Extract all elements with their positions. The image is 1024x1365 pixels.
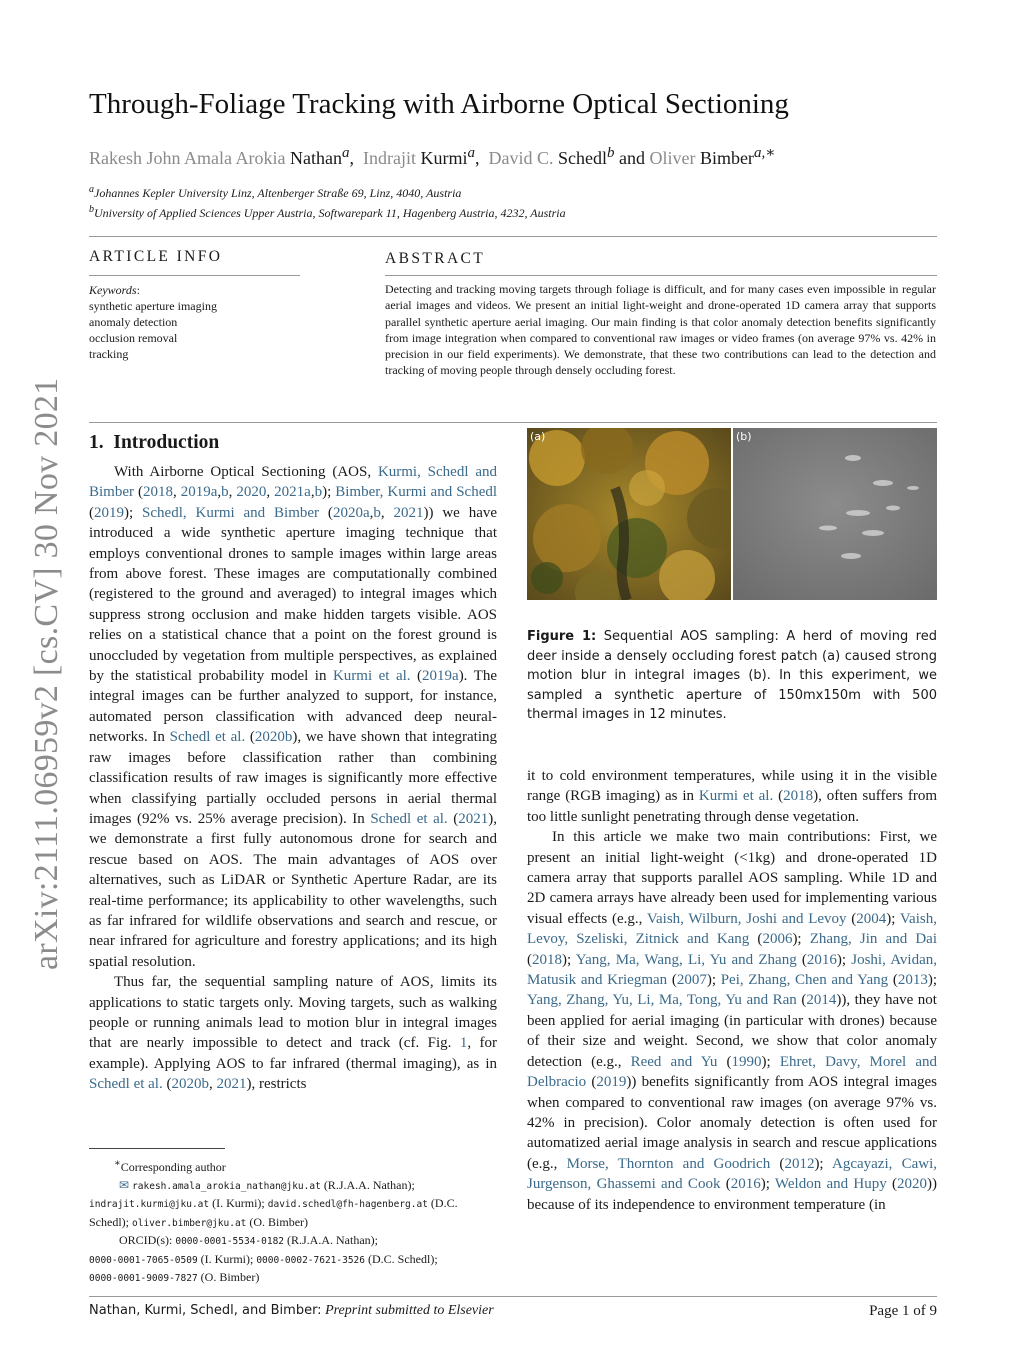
orcid-owner: (I. Kurmi); bbox=[200, 1251, 254, 1266]
footer-authors: Nathan, Kurmi, Schedl, and Bimber: bbox=[89, 1303, 322, 1318]
page-footer bbox=[89, 1303, 937, 1319]
orcid-label: ORCID(s): bbox=[119, 1233, 173, 1247]
author-separator: and bbox=[618, 148, 645, 168]
orcid-id[interactable]: 0000-0002-7621-3526 bbox=[256, 1254, 365, 1266]
paragraph: In this article we make two main contributions: First, we present an initial light-weight (<1kg) and drone-operated 1D camera array that supports parallel AOS sampling. While 1D and 2D camera arrays have already been used for implementing various visual effects (e.g., Vaish, Wilburn, Joshi and Levoy (2004); Vaish, Levoy, Szeliski, Zitnick and Kang (2006); Zhang, Jin and Dai (2018); Yang, Ma, Wang, Li, Yu and Zhang (2016); Joshi, Avidan, Matusik and Kriegman (2007); Pei, Zhang, Chen and Yang (2013); Yang, Zhang, Yu, Li, Ma, Tong, Yu and Ran (2014)), they have not been applied for aerial imaging (in particular with drones) because of their size and weight. Second, we show that color anomaly detection (e.g., Reed and Yu (1990); Ehret, Davy, Morel and Delbracio (2019)) benefits significantly from AOS integral images when compared to conventional raw images (on average 97% vs. 42% in precision). Color anomaly detection is often used for automatized aerial image analysis in search and rescue applications (e.g., Morse, Thornton and Goodrich (2012); Agcayazi, Cawi, Jurgenson, Ghassemi and Cook (2016); Weldon and Hupy (2020)) because of its independence to environment temperature (in bbox=[527, 829, 938, 1213]
thermal-integral-image bbox=[733, 428, 937, 600]
figure-1b-thermal-image bbox=[733, 428, 937, 600]
orcid-owner: (D.C. Schedl); bbox=[368, 1251, 438, 1266]
email-owner: (I. Kurmi); bbox=[212, 1196, 265, 1210]
corresponding-author-label: Corresponding author bbox=[120, 1160, 226, 1174]
author-given: Indrajit bbox=[362, 148, 416, 168]
paragraph: it to cold environment temperatures, while using it in the visible range (RGB imaging) as in Kurmi et al. (2018), often suffers from too little sunlight penetrating through dense vegetation. bbox=[527, 768, 937, 825]
footer-venue: Preprint submitted to Elsevier bbox=[325, 1303, 494, 1318]
email-owner: (D.C. Schedl); bbox=[89, 1196, 458, 1229]
affiliation-sup: a bbox=[89, 184, 94, 195]
email-owner: (R.J.A.A. Nathan); bbox=[323, 1177, 415, 1192]
section-title: Introduction bbox=[113, 432, 220, 453]
page-number: Page 1 of 9 bbox=[869, 1303, 937, 1319]
affiliation-text: Johannes Kepler University Linz, Altenberger Straße 69, Linz, 4040, Austria bbox=[94, 186, 462, 200]
author-family: Kurmi bbox=[420, 148, 468, 168]
figure-caption bbox=[527, 627, 937, 725]
orcid-owner: (O. Bimber) bbox=[200, 1270, 260, 1284]
author-sup: a bbox=[467, 145, 475, 161]
keywords-label: Keywords bbox=[89, 283, 137, 297]
forest-canopy-image bbox=[527, 428, 731, 600]
abstract-text: Detecting and tracking moving targets through foliage is difficult, and for many cases even impossible in regular aerial images and videos. We present an initial light-weight and drone-operated 1D camera array that supports parallel synthetic aperture aerial imaging. Our main finding is that color anomaly detection benefits significantly from image integration when compared to conventional raw images or video frames (on average 97% vs. 42% in precision in our field experiments). We demonstrate, that these two contributions can lead to the detection and tracking of moving people through densely occluding forest. bbox=[385, 282, 936, 378]
author-given: Rakesh John Amala Arokia bbox=[89, 148, 286, 168]
caption-label: Figure 1: bbox=[527, 629, 597, 644]
body-rule bbox=[89, 422, 937, 423]
orcid-owner: (R.J.A.A. Nathan); bbox=[287, 1233, 378, 1247]
paragraph: With Airborne Optical Sectioning (AOS, Kurmi, Schedl and Bimber (2018, 2019a,b, 2020, 2021a,b); Bimber, Kurmi and Schedl (2019); Schedl, Kurmi and Bimber (2020a,b, 2021)) we have introduced a wide synthetic aperture imaging technique that employs conventional drones to sample images within large areas from above forest. These images are computationally combined (registered to the ground and averaged) to integral images which suppress strong occlusion and make hidden targets visible. AOS relies on a statistical chance that a point on the forest ground is unoccluded by vegetation from multiple perspectives, as explained by the statistical probability model in Kurmi et al. (2019a). The integral images can be further analyzed to support, for instance, automated person classification with advanced deep neural-networks. In Schedl et al. (2020b), we have shown that integrating raw images before classification rather than combining classification results of raw images is significantly more effective when classifying partially occluded persons in aerial thermal images (92% vs. 25% average precision). In Schedl et al. (2021), we demonstrate a first fully autonomous drone for search and rescue based on AOS. The main advantages of AOS over alternatives, such as LiDAR or Synthetic Aperture Radar, are its real-time performance; its applicability to other wavelengths, such as far infrared for wildlife observations and search and rescue, or near infrared for agriculture and forestry applications; and its high spatial resolution. bbox=[89, 464, 498, 970]
email-link[interactable]: oliver.bimber@jku.at bbox=[132, 1217, 247, 1229]
affiliation-sup: b bbox=[89, 204, 94, 215]
author-family: Nathan bbox=[289, 148, 342, 168]
figure-label-a: (a) bbox=[530, 430, 546, 443]
intro-left-column bbox=[89, 462, 497, 1095]
orcid-id[interactable]: 0000-0001-5534-0182 bbox=[175, 1236, 285, 1247]
keywords-block: Keywords: synthetic aperture imaging anomaly detection occlusion removal tracking bbox=[89, 283, 217, 361]
author-list bbox=[89, 143, 775, 169]
header-rule bbox=[89, 236, 937, 237]
article-info-heading: ARTICLE INFO bbox=[89, 248, 223, 265]
figure-label-b: (b) bbox=[736, 430, 752, 443]
paragraph: Thus far, the sequential sampling nature of AOS, limits its applications to static targets only. Moving targets, such as walking people or running animals lead to motion blur in integral images that are nearly impossible to detect and track (cf. Fig. 1, for example). Applying AOS to far infrared (thermal imaging), as in Schedl et al. (2020b, 2021), restricts bbox=[89, 974, 497, 1093]
email-owner: (O. Bimber) bbox=[249, 1214, 309, 1229]
footer-rule bbox=[89, 1296, 937, 1297]
author-family: Schedl bbox=[557, 148, 607, 168]
email-link[interactable]: david.schedl@fh-hagenberg.at bbox=[267, 1199, 428, 1210]
email-icon: ✉ bbox=[119, 1177, 130, 1192]
author-family: Bimber bbox=[699, 148, 754, 168]
keyword: synthetic aperture imaging bbox=[89, 299, 217, 313]
section-number: 1. bbox=[89, 432, 104, 453]
section-heading bbox=[89, 432, 219, 454]
keyword: anomaly detection bbox=[89, 315, 178, 329]
affiliation-text: University of Applied Sciences Upper Austria, Softwarepark 11, Hagenberg Austria, 4232, Austria bbox=[94, 206, 566, 220]
intro-right-column bbox=[527, 766, 937, 1215]
affiliation-a bbox=[89, 184, 461, 201]
author-separator: , bbox=[349, 148, 354, 168]
article-info-rule bbox=[89, 275, 300, 276]
email-link[interactable]: indrajit.kurmi@jku.at bbox=[89, 1199, 210, 1210]
footnote-rule bbox=[89, 1148, 225, 1149]
paper-title: Through-Foliage Tracking with Airborne Optical Sectioning bbox=[89, 88, 789, 120]
keyword: tracking bbox=[89, 347, 129, 361]
author-sup: b bbox=[606, 145, 615, 161]
abstract-heading: ABSTRACT bbox=[385, 250, 486, 267]
orcid-id[interactable]: 0000-0001-9009-7827 bbox=[89, 1273, 198, 1284]
author-given: Oliver bbox=[649, 148, 696, 168]
abstract-rule bbox=[385, 275, 937, 276]
keyword: occlusion removal bbox=[89, 331, 178, 345]
figure-1a-forest-image bbox=[527, 428, 731, 600]
footnote: ∗Corresponding author ✉ rakesh.amala_arokia_nathan@jku.at (R.J.A.A. Nathan); indrajit.kurmi@jku.at (I. Kurmi); david.schedl@fh-hagenberg.at (D.C. Schedl); oliver.bimber@jku.at (O. Bimber) ORCID(s): 0000-0001-5534-0182 (R.J.A.A. Nathan); 0000-0001-7065-0509 (I. Kurmi); 0000-0002-7621-3526 (D.C. Schedl); 0000-0001-9009-7827 (O. Bimber) bbox=[89, 1158, 458, 1284]
author-separator: , bbox=[474, 148, 480, 168]
caption-text: Sequential AOS sampling: A herd of moving red deer inside a densely occluding forest patch (a) caused strong motion blur in integral images (b). In this experiment, we sampled a synthetic aperture of 150mx150m with 500 thermal images in 12 minutes. bbox=[527, 629, 937, 722]
author-given: David C. bbox=[488, 148, 554, 168]
email-link[interactable]: rakesh.amala_arokia_nathan@jku.at bbox=[132, 1180, 321, 1192]
affiliation-b bbox=[89, 204, 566, 221]
arxiv-stamp: arXiv:2111.06959v2 [cs.CV] 30 Nov 2021 bbox=[28, 377, 65, 970]
orcid-id[interactable]: 0000-0001-7065-0509 bbox=[89, 1254, 198, 1266]
author-sup: a bbox=[341, 145, 350, 161]
author-sup: a,∗ bbox=[753, 145, 776, 161]
